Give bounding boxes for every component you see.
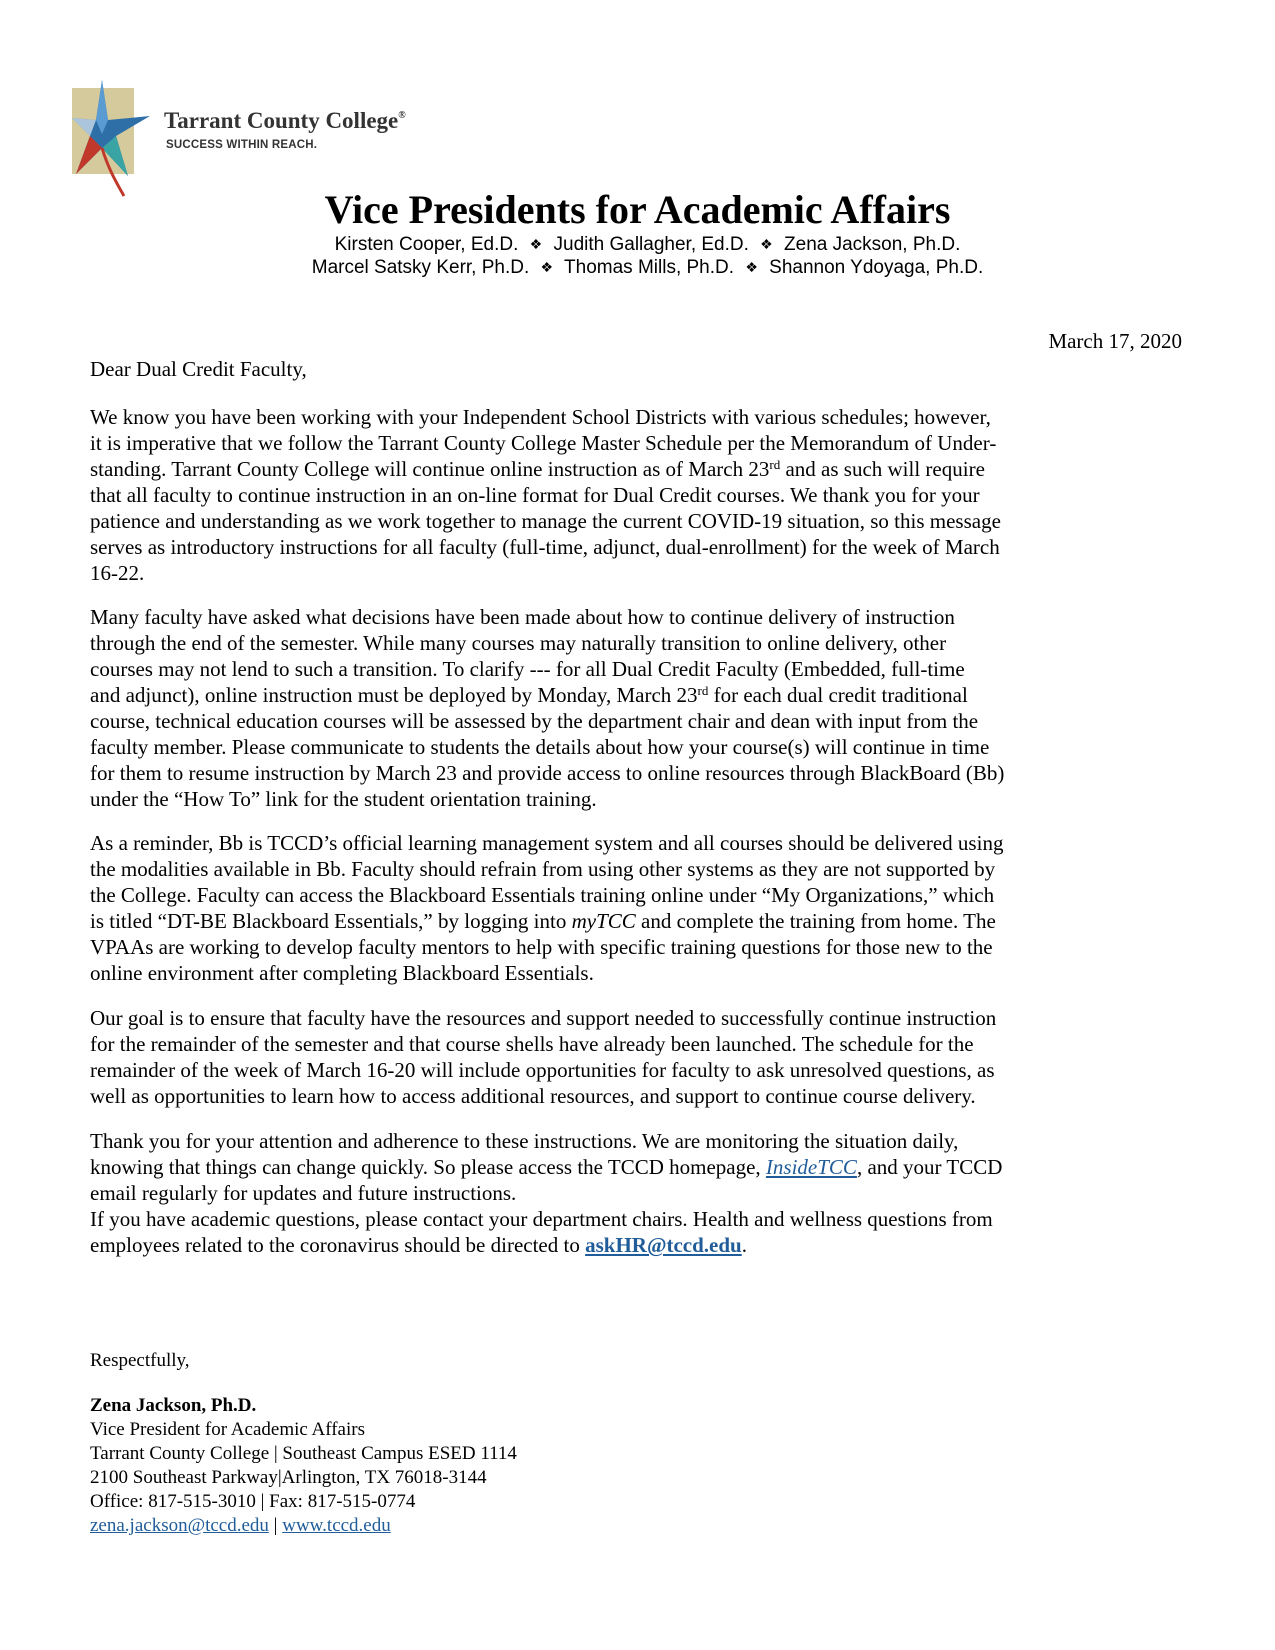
- paragraph-line: employees related to the coronavirus should be directed to askHR@tccd.edu.: [90, 1233, 747, 1257]
- letter-title: Vice Presidents for Academic Affairs: [324, 187, 951, 232]
- vp-names-line-2: [10, 257, 1275, 279]
- paragraph-line: the College. Faculty can access the Blackboard Essentials training online under “My Organizations,” which: [90, 883, 995, 907]
- letter-date: March 17, 2020: [1048, 329, 1182, 353]
- paragraph-line: Many faculty have asked what decisions have been made about how to continue delivery of instruction: [90, 605, 955, 629]
- signature-phone: Office: 817-515-3010 | Fax: 817-515-0774: [90, 1491, 416, 1512]
- askhr-email-link[interactable]: askHR@tccd.edu: [585, 1233, 742, 1257]
- paragraph-line: online environment after completing Blackboard Essentials.: [90, 961, 594, 985]
- vp-name: Judith Gallagher, Ed.D.: [553, 234, 749, 255]
- signature-block: [90, 1394, 517, 1538]
- paragraph-5: [90, 1128, 1190, 1258]
- signature-links: zena.jackson@tccd.edu | www.tccd.edu: [90, 1515, 391, 1536]
- paragraph-line: the modalities available in Bb. Faculty should refrain from using other systems as they are not supported by: [90, 857, 996, 881]
- signature-name: Zena Jackson, Ph.D.: [90, 1395, 257, 1416]
- paragraph-line: is titled “DT-BE Blackboard Essentials,” by logging into myTCC and complete the training from home. The: [90, 909, 996, 933]
- diamond-separator-icon: ❖: [745, 259, 758, 275]
- paragraph-line: for them to resume instruction by March 23 and provide access to online resources through BlackBoard (Bb): [90, 761, 1005, 785]
- tcc-logo: [72, 78, 432, 203]
- paragraph-line: it is imperative that we follow the Tarrant County College Master Schedule per the Memorandum of Under-: [90, 431, 997, 455]
- signature-address: 2100 Southeast Parkway|Arlington, TX 76018-3144: [90, 1467, 487, 1488]
- paragraph-4: [90, 1005, 1190, 1109]
- paragraph-1: [90, 404, 1190, 586]
- paragraph-line: standing. Tarrant County College will continue online instruction as of March 23rd and as such will require: [90, 457, 985, 481]
- paragraph-line: courses may not lend to such a transition. To clarify --- for all Dual Credit Faculty (Embedded, full-time: [90, 657, 965, 681]
- paragraph-line: that all faculty to continue instruction in an on-line format for Dual Credit courses. We thank you for your: [90, 483, 980, 507]
- paragraph-line: VPAAs are working to develop faculty mentors to help with specific training questions for those new to the: [90, 935, 993, 959]
- closing: Respectfully,: [90, 1350, 190, 1371]
- paragraph-line: Our goal is to ensure that faculty have the resources and support needed to successfully continue instruction: [90, 1006, 997, 1030]
- paragraph-line: 16-22.: [90, 561, 145, 585]
- paragraph-line: course, technical education courses will be assessed by the department chair and dean with input from the: [90, 709, 979, 733]
- paragraph-line: email regularly for updates and future instructions.: [90, 1181, 517, 1205]
- paragraph-line: remainder of the week of March 16-20 will include opportunities for faculty to ask unresolved questions, as: [90, 1058, 995, 1082]
- salutation: Dear Dual Credit Faculty,: [90, 357, 307, 381]
- vp-name: Kirsten Cooper, Ed.D.: [334, 234, 519, 255]
- signature-role: Vice President for Academic Affairs: [90, 1419, 365, 1440]
- paragraph-line: faculty member. Please communicate to students the details about how your course(s) will continue in time: [90, 735, 990, 759]
- paragraph-line: through the end of the semester. While many courses may naturally transition to online delivery, other: [90, 631, 947, 655]
- vp-name: Shannon Ydoyaga, Ph.D.: [769, 257, 984, 278]
- website-link[interactable]: www.tccd.edu: [282, 1515, 391, 1536]
- vp-name: Zena Jackson, Ph.D.: [784, 234, 961, 255]
- vp-name: Thomas Mills, Ph.D.: [564, 257, 735, 278]
- paragraph-3: [90, 830, 1190, 986]
- logo-college-name: Tarrant County College®: [164, 108, 406, 133]
- paragraph-2: [90, 604, 1190, 812]
- paragraph-line: patience and understanding as we work together to manage the current COVID-19 situation, so this message: [90, 509, 1001, 533]
- vp-names-line-1: [10, 234, 1275, 256]
- paragraph-line: If you have academic questions, please contact your department chairs. Health and wellness questions from: [90, 1207, 993, 1231]
- logo-tagline: SUCCESS WITHIN REACH.: [166, 139, 318, 151]
- paragraph-line: We know you have been working with your Independent School Districts with various schedules; however,: [90, 405, 991, 429]
- paragraph-line: serves as introductory instructions for all faculty (full-time, adjunct, dual-enrollment) for the week of March: [90, 535, 1000, 559]
- paragraph-line: for the remainder of the semester and that course shells have already been launched. The schedule for the: [90, 1032, 974, 1056]
- signature-campus: Tarrant County College | Southeast Campus ESED 1114: [90, 1443, 517, 1464]
- paragraph-line: well as opportunities to learn how to access additional resources, and support to continue course delivery.: [90, 1084, 976, 1108]
- paragraph-line: As a reminder, Bb is TCCD’s official learning management system and all courses should be delivered using: [90, 831, 1004, 855]
- insidetcc-link[interactable]: InsideTCC: [765, 1155, 857, 1179]
- diamond-separator-icon: ❖: [529, 236, 543, 252]
- diamond-separator-icon: ❖: [540, 259, 554, 275]
- paragraph-line: and adjunct), online instruction must be deployed by Monday, March 23rd for each dual credit traditional: [90, 683, 968, 707]
- diamond-separator-icon: ❖: [760, 236, 773, 252]
- paragraph-line: Thank you for your attention and adherence to these instructions. We are monitoring the situation daily,: [90, 1129, 959, 1153]
- signature-email-link[interactable]: zena.jackson@tccd.edu: [90, 1515, 269, 1536]
- star-logo-icon: [72, 78, 162, 203]
- paragraph-line: knowing that things can change quickly. So please access the TCCD homepage, InsideTCC, and your TCCD: [90, 1155, 1003, 1179]
- vp-name: Marcel Satsky Kerr, Ph.D.: [311, 257, 530, 278]
- paragraph-line: under the “How To” link for the student orientation training.: [90, 787, 597, 811]
